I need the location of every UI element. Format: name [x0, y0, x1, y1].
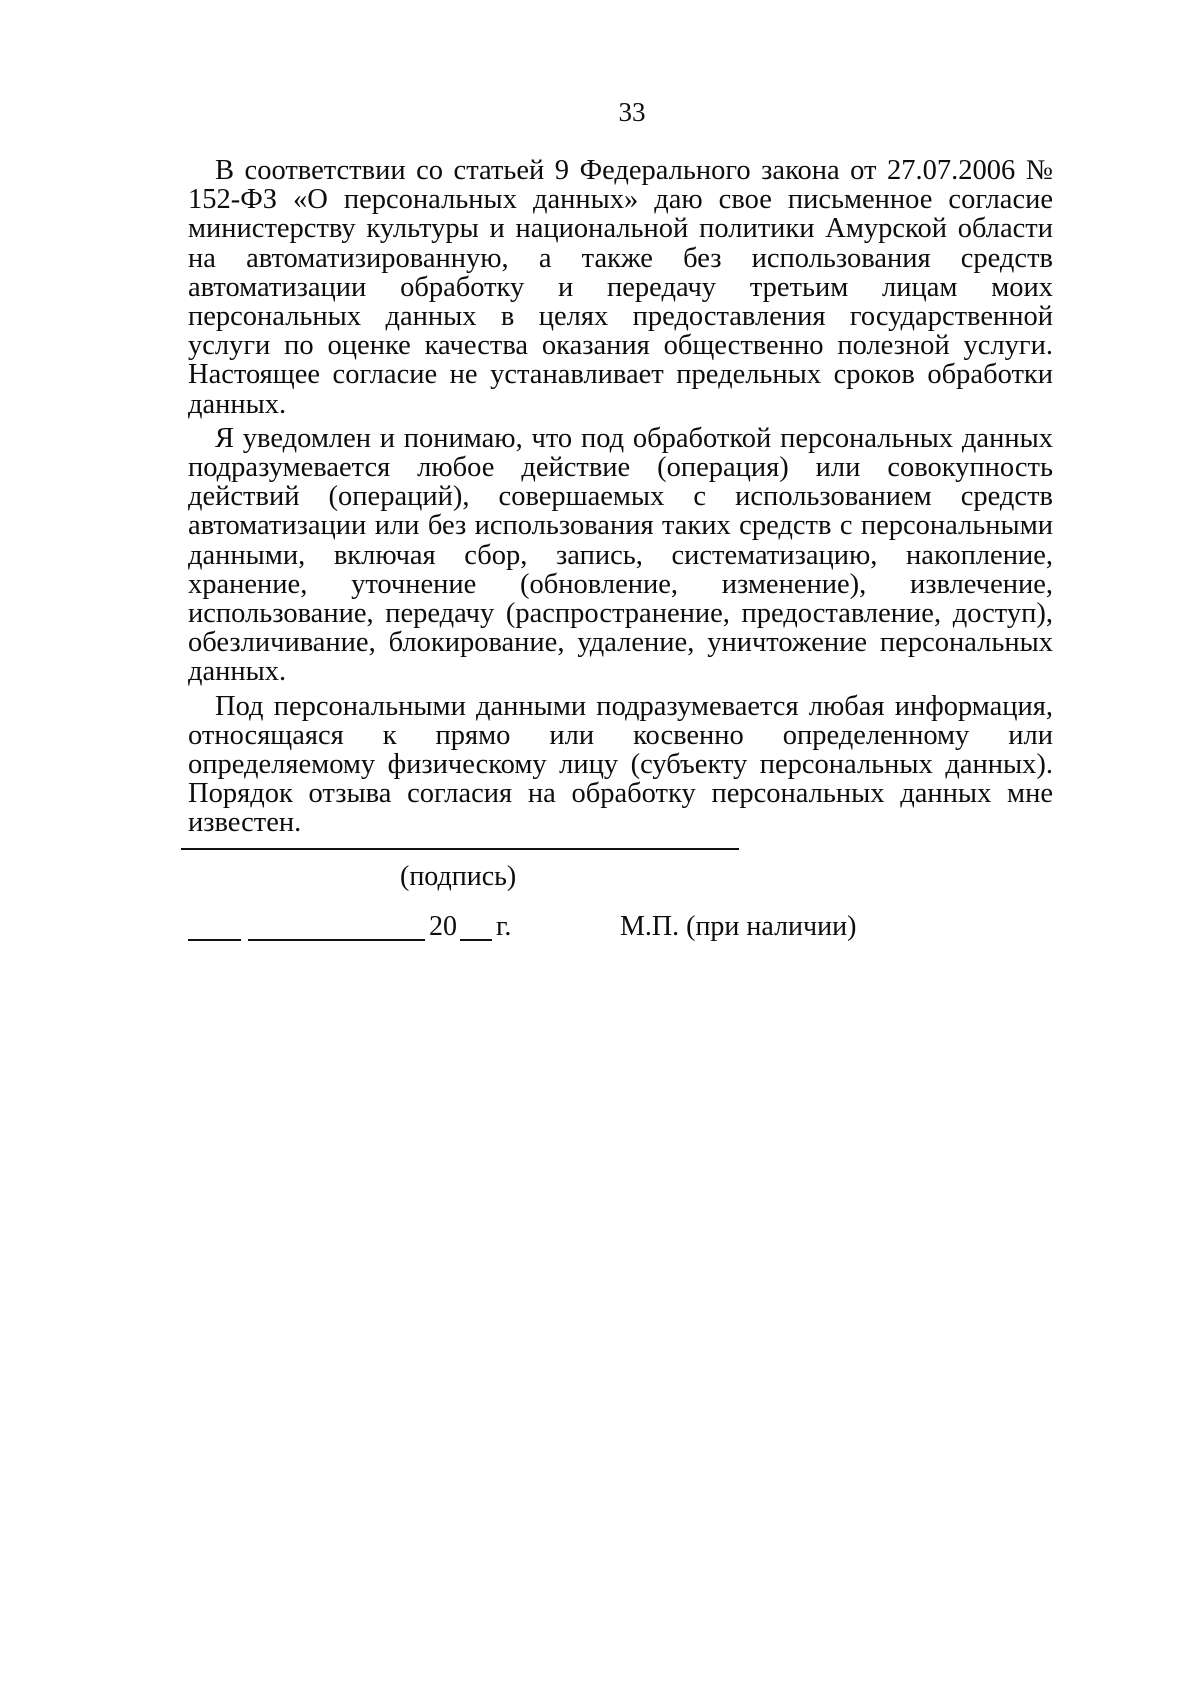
paragraph-consent: В соответствии со статьей 9 Федерального закона от 27.07.2006 № 152-ФЗ «О персональных данных» даю свое письменное согласие министерству культуры и национальной политики Амурской области на автоматизированную, а также без использования средств автоматизации обработку и передачу третьим лицам моих персональных данных в целях предоставления государственной услуги по оценке качества оказания общественно полезной услуги. Настоящее согласие не устанавливает предельных сроков обработки данных. [188, 155, 1053, 420]
date-day-blank [188, 939, 241, 941]
date-month-blank [248, 939, 425, 941]
paragraph-processing-definition: Я уведомлен и понимаю, что под обработкой персональных данных подразумевается любое действие (операция) или совокупность действий (операций), совершаемых с использованием средств автоматизации или без использования таких средств с персональными данными, включая сбор, запись, систематизацию, накопление, хранение, уточнение (обновление, изменение), извлечение, использование, передачу (распространение, предоставление, доступ), обезличивание, блокирование, удаление, уничтожение персональных данных. [188, 422, 1053, 688]
signature-caption: (подпись) [400, 861, 517, 892]
page-number: 33 [618, 97, 646, 127]
signature-line [181, 848, 739, 850]
seal-note: М.П. (при наличии) [620, 911, 857, 942]
consent-text [188, 156, 1053, 843]
date-year-suffix: г. [496, 911, 512, 942]
date-year-prefix: 20 [429, 911, 457, 942]
date-row [188, 911, 1088, 951]
paragraph-personal-data-definition: Под персональными данными подразумевается любая информация, относящаяся к прямо или косвенно определенному или определяемому физическому лицу (субъекту персональных данных). Порядок отзыва согласия на обработку персональных данных мне известен. [188, 690, 1053, 839]
date-year-blank [460, 939, 492, 941]
